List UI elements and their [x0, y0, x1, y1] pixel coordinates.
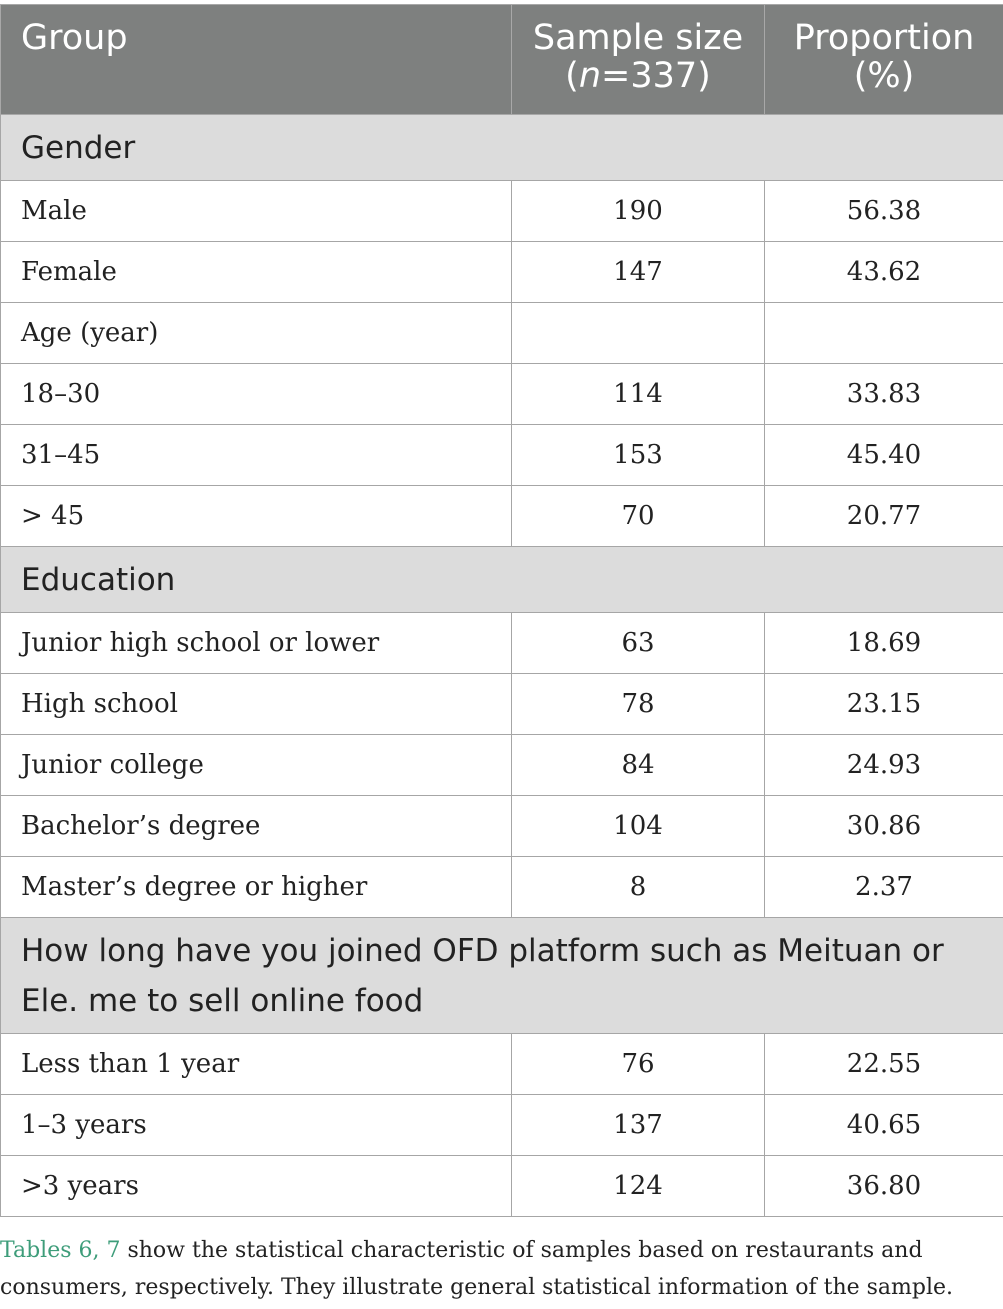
section-label: Education: [1, 547, 1003, 613]
proportion-cell: 45.40: [765, 425, 1003, 486]
sample-size-cell: 63: [512, 613, 765, 674]
row-label: High school: [1, 674, 512, 735]
sample-size-cell: 84: [512, 735, 765, 796]
sample-size-cell: 124: [512, 1156, 765, 1217]
sample-size-cell: 137: [512, 1095, 765, 1156]
table-row: [1, 735, 1003, 796]
table-row: [1, 1034, 1003, 1095]
row-label: Junior college: [1, 735, 512, 796]
table-row: [1, 303, 1003, 364]
table-body: [1, 115, 1003, 1217]
sample-size-cell: 70: [512, 486, 765, 547]
proportion-cell: 33.83: [765, 364, 1003, 425]
section-header-row: [1, 115, 1003, 181]
row-label: Female: [1, 242, 512, 303]
row-label: > 45: [1, 486, 512, 547]
proportion-cell: 56.38: [765, 181, 1003, 242]
proportion-cell: [765, 303, 1003, 364]
row-label: Junior high school or lower: [1, 613, 512, 674]
sample-size-cell: 8: [512, 857, 765, 918]
table-row: [1, 674, 1003, 735]
proportion-cell: 40.65: [765, 1095, 1003, 1156]
header-sample-size: Sample size (n=337): [512, 5, 765, 115]
header-proportion: Proportion (%): [765, 5, 1003, 115]
proportion-cell: 30.86: [765, 796, 1003, 857]
table-row: [1, 364, 1003, 425]
table-row: [1, 486, 1003, 547]
table-row: [1, 613, 1003, 674]
sample-size-cell: 190: [512, 181, 765, 242]
proportion-cell: 22.55: [765, 1034, 1003, 1095]
proportion-cell: 24.93: [765, 735, 1003, 796]
proportion-cell: 20.77: [765, 486, 1003, 547]
row-label: Male: [1, 181, 512, 242]
table-row: [1, 242, 1003, 303]
table-row: [1, 1156, 1003, 1217]
row-label: 1–3 years: [1, 1095, 512, 1156]
sample-size-cell: 78: [512, 674, 765, 735]
sample-size-cell: 114: [512, 364, 765, 425]
sample-size-cell: 153: [512, 425, 765, 486]
sample-statistics-table: [0, 4, 1003, 1217]
table-caption: Tables 6, 7 show the statistical characteristic of samples based on restaurants and consumers, respectively. They illustrate general statistical information of the sample.: [0, 1238, 954, 1300]
proportion-cell: 43.62: [765, 242, 1003, 303]
proportion-cell: 2.37: [765, 857, 1003, 918]
row-label: Master’s degree or higher: [1, 857, 512, 918]
header-group: Group: [1, 5, 512, 115]
sample-size-cell: 147: [512, 242, 765, 303]
table-row: [1, 796, 1003, 857]
sample-size-cell: [512, 303, 765, 364]
table-row: [1, 425, 1003, 486]
section-label: How long have you joined OFD platform such as Meituan or Ele. me to sell online food: [1, 918, 1003, 1034]
section-label: Gender: [1, 115, 1003, 181]
row-label: Bachelor’s degree: [1, 796, 512, 857]
row-label: >3 years: [1, 1156, 512, 1217]
tables-link[interactable]: Tables 6, 7: [0, 1238, 121, 1263]
table-row: [1, 181, 1003, 242]
sample-size-cell: 76: [512, 1034, 765, 1095]
sample-size-cell: 104: [512, 796, 765, 857]
section-header-row: [1, 918, 1003, 1034]
table-row: [1, 857, 1003, 918]
row-label: 18–30: [1, 364, 512, 425]
proportion-cell: 18.69: [765, 613, 1003, 674]
proportion-cell: 36.80: [765, 1156, 1003, 1217]
table-header-row: [1, 5, 1003, 115]
row-label: Less than 1 year: [1, 1034, 512, 1095]
section-header-row: [1, 547, 1003, 613]
table-row: [1, 1095, 1003, 1156]
row-label: 31–45: [1, 425, 512, 486]
proportion-cell: 23.15: [765, 674, 1003, 735]
row-label: Age (year): [1, 303, 512, 364]
